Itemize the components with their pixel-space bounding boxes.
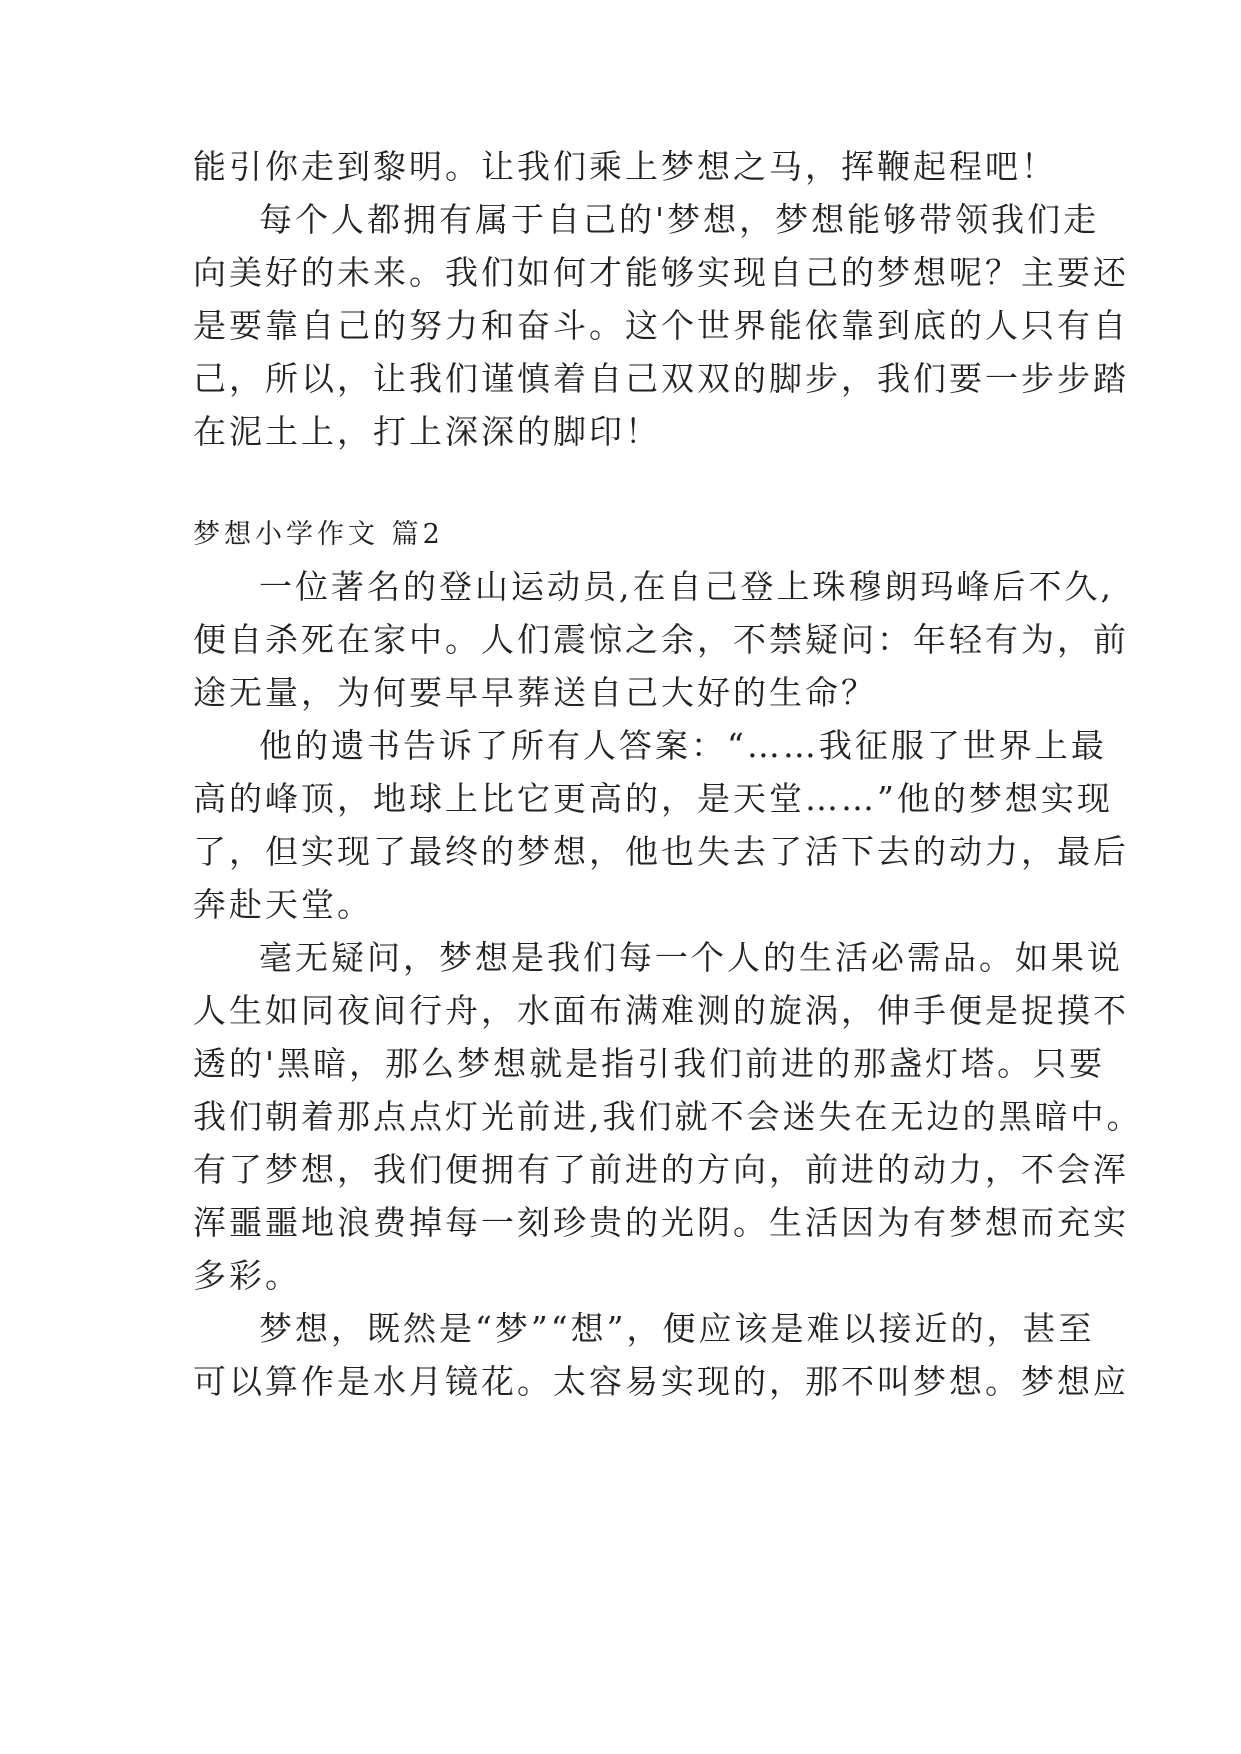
text-line: 己，所以，让我们谨慎着自己双双的脚步，我们要一步步踏 — [193, 359, 1129, 398]
text-line: 在泥土上，打上深深的脚印！ — [193, 412, 661, 451]
text-line: 有了梦想，我们便拥有了前进的方向，前进的动力，不会浑 — [193, 1150, 1129, 1189]
text-line: 能引你走到黎明。让我们乘上梦想之马，挥鞭起程吧！ — [193, 147, 1057, 186]
text-line: 透的'黑暗，那么梦想就是指引我们前进的那盏灯塔。只要 — [193, 1044, 1106, 1083]
text-line: 高的峰顶，地球上比它更高的，是天堂……”他的梦想实现 — [193, 779, 1113, 818]
text-line: 奔赴天堂。 — [193, 885, 373, 924]
text-line: 梦想，既然是“梦”“想”，便应该是难以接近的，甚至 — [259, 1309, 1095, 1348]
text-line: 浑噩噩地浪费掉每一刻珍贵的光阴。生活因为有梦想而充实 — [193, 1203, 1129, 1242]
text-line: 人生如同夜间行舟，水面布满难测的旋涡，伸手便是捉摸不 — [193, 991, 1129, 1030]
text-line: 一位著名的登山运动员,在自己登上珠穆朗玛峰后不久, — [259, 567, 1114, 606]
text-line: 多彩。 — [193, 1256, 301, 1295]
text-line: 毫无疑问，梦想是我们每一个人的生活必需品。如果说 — [259, 938, 1123, 977]
text-line: 向美好的未来。我们如何才能够实现自己的梦想呢？主要还 — [193, 253, 1129, 292]
text-line: 他的遗书告诉了所有人答案：“……我征服了世界上最 — [259, 726, 1107, 765]
text-line: 了，但实现了最终的梦想，他也失去了活下去的动力，最后 — [193, 832, 1129, 871]
text-line: 每个人都拥有属于自己的'梦想，梦想能够带领我们走 — [259, 200, 1100, 239]
section-heading: 梦想小学作文 篇2 — [193, 519, 444, 550]
text-line: 可以算作是水月镜花。太容易实现的，那不叫梦想。梦想应 — [193, 1362, 1129, 1401]
text-line: 我们朝着那点点灯光前进,我们就不会迷失在无边的黑暗中。 — [193, 1097, 1143, 1136]
text-line: 是要靠自己的努力和奋斗。这个世界能依靠到底的人只有自 — [193, 306, 1129, 345]
text-line: 途无量，为何要早早葬送自己大好的生命？ — [193, 673, 877, 712]
text-line: 便自杀死在家中。人们震惊之余，不禁疑问：年轻有为，前 — [193, 620, 1129, 659]
